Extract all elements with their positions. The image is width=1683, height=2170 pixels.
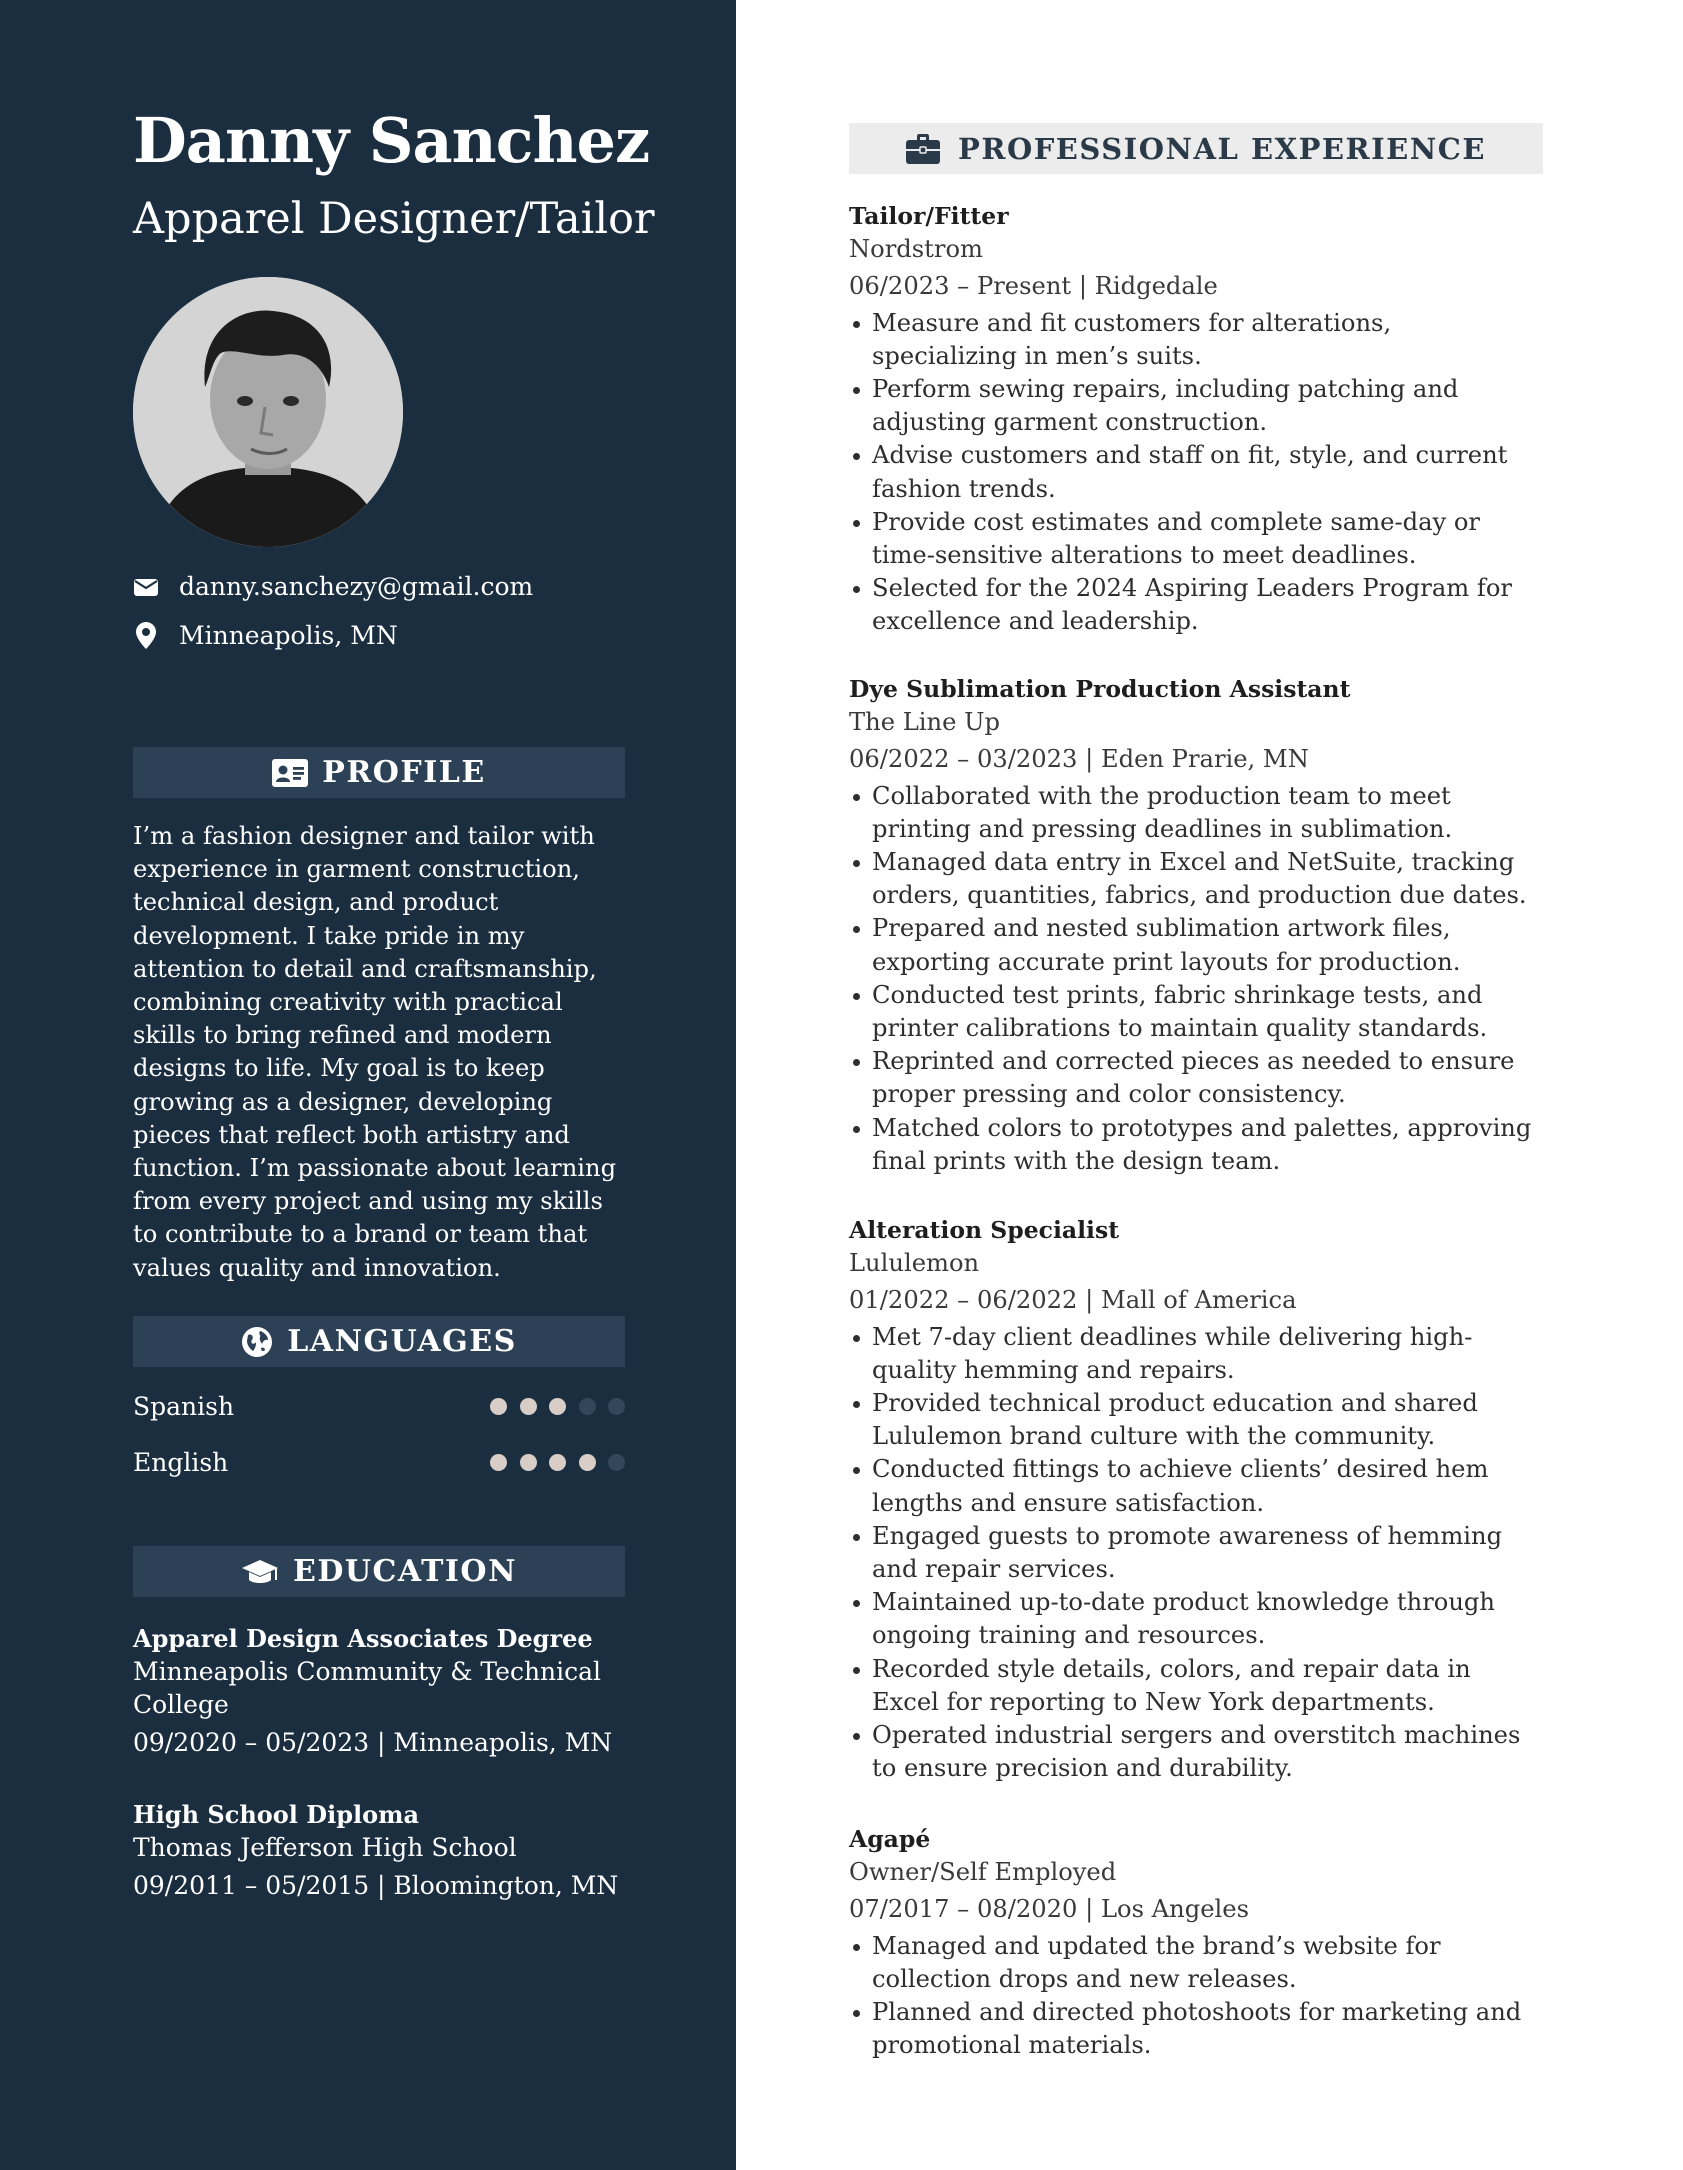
- job-bullet: Provided technical product education and shared Lululemon brand culture with the community.: [849, 1387, 1543, 1453]
- briefcase-icon: [906, 134, 940, 164]
- language-name: English: [133, 1448, 229, 1477]
- languages-heading-text: LANGUAGES: [287, 1324, 517, 1359]
- education-item: [133, 1798, 633, 1902]
- job-bullet: Prepared and nested sublimation artwork files, exporting accurate print layouts for production.: [849, 912, 1543, 978]
- contact-email[interactable]: [133, 572, 533, 601]
- job-company: Owner/Self Employed: [849, 1858, 1117, 1887]
- profile-heading: [133, 747, 625, 798]
- job-bullet: Collaborated with the production team to meet printing and pressing deadlines in sublimation.: [849, 780, 1543, 846]
- candidate-title: Apparel Designer/Tailor: [133, 194, 655, 244]
- job-bullets: [849, 780, 1543, 1178]
- profile-photo: [133, 277, 403, 547]
- job-company: Lululemon: [849, 1249, 980, 1278]
- education-heading-text: EDUCATION: [293, 1554, 517, 1589]
- job-dates: 07/2017 – 08/2020 | Los Angeles: [849, 1895, 1249, 1924]
- job-bullet: Maintained up-to-date product knowledge through ongoing training and resources.: [849, 1586, 1543, 1652]
- job-title: Agapé: [849, 1825, 931, 1853]
- job-title: Alteration Specialist: [849, 1216, 1120, 1244]
- job-entry: [849, 1214, 1543, 1785]
- experience-heading-text: PROFESSIONAL EXPERIENCE: [958, 131, 1486, 166]
- degree: High School Diploma: [133, 1800, 420, 1829]
- proficiency-rating: [490, 1454, 625, 1471]
- envelope-icon: [133, 577, 159, 597]
- job-bullets: [849, 1930, 1543, 2063]
- profile-heading-text: PROFILE: [322, 755, 486, 790]
- job-bullets: [849, 1321, 1543, 1786]
- job-bullet: Planned and directed photoshoots for marketing and promotional materials.: [849, 1996, 1543, 2062]
- portrait-image: [133, 277, 403, 547]
- degree: Apparel Design Associates Degree: [133, 1624, 593, 1653]
- map-pin-icon: [133, 622, 159, 649]
- email-text[interactable]: danny.sanchezy@gmail.com: [179, 572, 534, 601]
- proficiency-rating: [490, 1398, 625, 1415]
- job-bullet: Measure and fit customers for alterations, specializing in men’s suits.: [849, 307, 1543, 373]
- sidebar: [0, 0, 736, 2170]
- job-bullet: Managed and updated the brand’s website for collection drops and new releases.: [849, 1930, 1543, 1996]
- id-card-icon: [272, 759, 308, 787]
- job-bullet: Provide cost estimates and complete same-day or time-sensitive alterations to meet deadlines.: [849, 506, 1543, 572]
- school: Thomas Jefferson High School: [133, 1833, 517, 1862]
- job-bullets: [849, 307, 1543, 639]
- school: Minneapolis Community & Technical College: [133, 1657, 602, 1719]
- language-name: Spanish: [133, 1392, 235, 1421]
- job-bullet: Perform sewing repairs, including patching and adjusting garment construction.: [849, 373, 1543, 439]
- education-heading: [133, 1546, 625, 1597]
- job-bullet: Conducted test prints, fabric shrinkage tests, and printer calibrations to maintain quality standards.: [849, 979, 1543, 1045]
- candidate-name: Danny Sanchez: [133, 104, 650, 177]
- job-bullet: Met 7-day client deadlines while delivering high-quality hemming and repairs.: [849, 1321, 1543, 1387]
- globe-icon: [241, 1326, 273, 1358]
- job-entry: [849, 1823, 1543, 2062]
- job-bullet: Recorded style details, colors, and repair data in Excel for reporting to New York departments.: [849, 1653, 1543, 1719]
- languages-heading: [133, 1316, 625, 1367]
- language-row-english: [133, 1448, 625, 1477]
- profile-summary: I’m a fashion designer and tailor with experience in garment construction, technical design, and product development. I take pride in my attention to detail and craftsmanship, combining creativity with practical skills to bring refined and modern designs to life. My goal is to keep growing as a designer, developing pieces that reflect both artistry and function. I’m passionate about learning from every project and using my skills to contribute to a brand or team that values quality and innovation.: [133, 822, 617, 1282]
- education-item: [133, 1622, 633, 1759]
- education-dates: 09/2011 – 05/2015 | Bloomington, MN: [133, 1871, 619, 1900]
- job-bullet: Engaged guests to promote awareness of hemming and repair services.: [849, 1520, 1543, 1586]
- job-bullet: Conducted fittings to achieve clients’ desired hem lengths and ensure satisfaction.: [849, 1453, 1543, 1519]
- job-bullet: Reprinted and corrected pieces as needed to ensure proper pressing and color consistency.: [849, 1045, 1543, 1111]
- job-dates: 01/2022 – 06/2022 | Mall of America: [849, 1286, 1297, 1315]
- job-bullet: Operated industrial sergers and overstitch machines to ensure precision and durability.: [849, 1719, 1543, 1785]
- job-entry: [849, 200, 1543, 639]
- job-bullet: Managed data entry in Excel and NetSuite, tracking orders, quantities, fabrics, and production due dates.: [849, 846, 1543, 912]
- job-bullet: Selected for the 2024 Aspiring Leaders Program for excellence and leadership.: [849, 572, 1543, 638]
- experience-heading: [849, 123, 1543, 174]
- location-text: Minneapolis, MN: [179, 621, 398, 650]
- graduation-cap-icon: [241, 1558, 279, 1586]
- job-bullet: Advise customers and staff on fit, style, and current fashion trends.: [849, 439, 1543, 505]
- job-dates: 06/2023 – Present | Ridgedale: [849, 272, 1218, 301]
- job-title: Tailor/Fitter: [849, 202, 1009, 230]
- job-company: Nordstrom: [849, 235, 983, 264]
- job-company: The Line Up: [849, 708, 1000, 737]
- job-title: Dye Sublimation Production Assistant: [849, 675, 1351, 703]
- language-row-spanish: [133, 1392, 625, 1421]
- education-dates: 09/2020 – 05/2023 | Minneapolis, MN: [133, 1728, 613, 1757]
- job-entry: [849, 673, 1543, 1178]
- job-dates: 06/2022 – 03/2023 | Eden Prarie, MN: [849, 745, 1309, 774]
- contact-location: [133, 621, 398, 650]
- job-bullet: Matched colors to prototypes and palettes, approving final prints with the design team.: [849, 1112, 1543, 1178]
